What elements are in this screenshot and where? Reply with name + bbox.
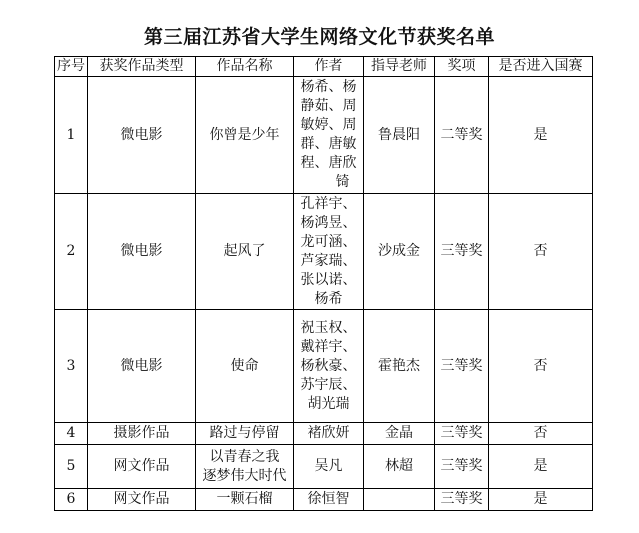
author-line: 敏婷、周: [300, 117, 357, 133]
cell-work: [196, 445, 294, 489]
cell-index: 3: [55, 310, 88, 423]
table-row: [55, 77, 593, 194]
table-row: [55, 310, 593, 423]
author-line: 张以诺、: [300, 271, 357, 288]
author-line: 杨秋豪、: [300, 357, 357, 374]
cell-authors: [294, 489, 364, 511]
author-line: 褚欣妍: [307, 425, 350, 441]
table-row: [55, 423, 593, 445]
cell-national: 是: [489, 489, 593, 511]
author-line: 祝玉权、: [300, 319, 357, 336]
cell-advisor: [364, 489, 435, 511]
author-line: 胡光瑞: [307, 395, 350, 412]
cell-type: 微电影: [88, 194, 196, 310]
author-line: 静茹、周: [300, 98, 357, 114]
header-advisor: 指导老师: [364, 57, 435, 77]
cell-work: [196, 77, 294, 194]
cell-authors: [294, 445, 364, 489]
header-award: 奖项: [435, 57, 489, 77]
cell-national: 否: [489, 194, 593, 310]
author-line: 吴凡: [314, 458, 343, 474]
cell-advisor: 鲁晨阳: [364, 77, 435, 194]
table-header-row: [55, 57, 593, 77]
work-title-line: 逐梦伟大时代: [202, 467, 287, 484]
header-authors: 作者: [294, 57, 364, 77]
author-line: 苏宇辰、: [300, 376, 357, 393]
header-national: 是否进入国赛: [489, 57, 593, 77]
table-row: [55, 194, 593, 310]
cell-award: 三等奖: [435, 489, 489, 511]
award-list-table: [54, 56, 593, 511]
cell-type: 微电影: [88, 310, 196, 423]
header-type: 获奖作品类型: [88, 57, 196, 77]
author-line: 龙可涵、: [300, 233, 357, 250]
author-line: 锜: [335, 174, 350, 190]
work-title-line: 你曾是少年: [209, 126, 280, 143]
header-work: 作品名称: [196, 57, 294, 77]
cell-index: 2: [55, 194, 88, 310]
cell-award: 二等奖: [435, 77, 489, 194]
cell-work: [196, 489, 294, 511]
author-line: 孔祥宇、: [300, 195, 357, 212]
cell-national: 否: [489, 310, 593, 423]
author-line: 芦家瑞、: [300, 252, 357, 269]
cell-work: [196, 423, 294, 445]
work-title-line: 起风了: [223, 243, 266, 259]
author-line: 戴祥宇、: [300, 338, 357, 355]
cell-advisor: 林超: [364, 445, 435, 489]
cell-authors: [294, 77, 364, 194]
header-index: 序号: [55, 57, 88, 77]
author-line: 程、唐欣: [300, 155, 357, 171]
cell-type: 网文作品: [88, 445, 196, 489]
cell-authors: [294, 310, 364, 423]
cell-award: 三等奖: [435, 445, 489, 489]
cell-national: 是: [489, 77, 593, 194]
author-line: 群、唐敏: [300, 136, 357, 152]
author-line: 徐恒智: [307, 491, 350, 507]
cell-type: 网文作品: [88, 489, 196, 511]
cell-index: 6: [55, 489, 88, 511]
cell-index: 1: [55, 77, 88, 194]
cell-advisor: 霍艳杰: [364, 310, 435, 423]
author-line: 杨希、杨: [300, 79, 357, 95]
cell-national: 是: [489, 445, 593, 489]
cell-work: [196, 310, 294, 423]
cell-advisor: 沙成金: [364, 194, 435, 310]
cell-work: [196, 194, 294, 310]
cell-authors: [294, 194, 364, 310]
table-row: [55, 489, 593, 511]
cell-award: 三等奖: [435, 423, 489, 445]
cell-type: 微电影: [88, 77, 196, 194]
document-title: 第三届江苏省大学生网络文化节获奖名单: [143, 26, 495, 48]
table-row: [55, 445, 593, 489]
work-title-line: 使命: [230, 357, 259, 374]
cell-award: 三等奖: [435, 194, 489, 310]
cell-advisor: 金晶: [364, 423, 435, 445]
cell-index: 4: [55, 423, 88, 445]
work-title-line: 以青春之我: [209, 448, 280, 465]
cell-index: 5: [55, 445, 88, 489]
author-line: 杨鸿昱、: [300, 214, 357, 231]
work-title-line: 一颗石榴: [216, 491, 273, 507]
cell-type: 摄影作品: [88, 423, 196, 445]
cell-award: 三等奖: [435, 310, 489, 423]
work-title-line: 路过与停留: [209, 425, 280, 441]
cell-national: 否: [489, 423, 593, 445]
cell-authors: [294, 423, 364, 445]
author-line: 杨希: [314, 290, 343, 307]
